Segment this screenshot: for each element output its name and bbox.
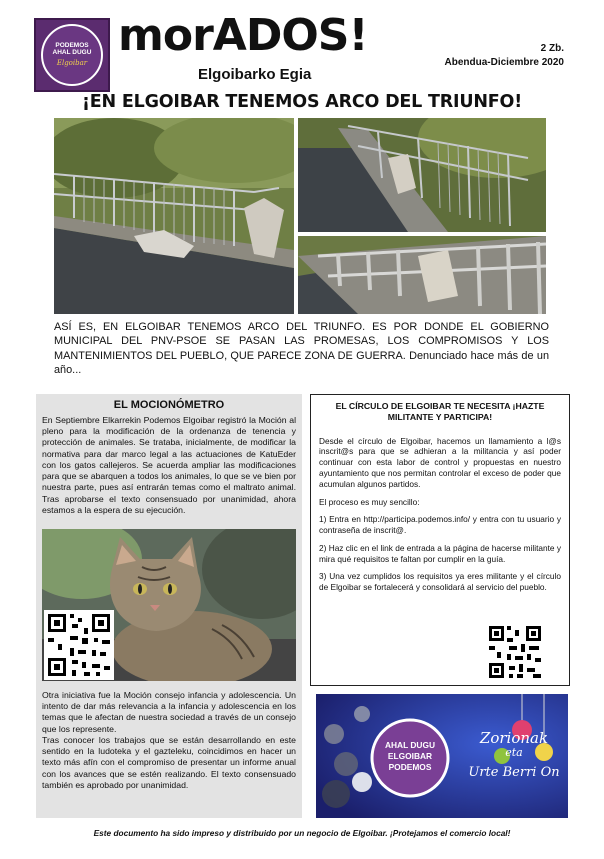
lead-paragraph: ASÍ ES, EN ELGOIBAR TENEMOS ARCO DEL TRIUNFO. ES POR DONDE EL GOBIERNO MUNICIPAL DEL PNV-PSOE SE PASAN LAS PROMESAS, LOS COMPROMISOS Y LOS MANTENIMIENTOS DEL PUEBLO, QUE PARECE ZONA DE GUERRA. Denunciado hace más de un año...: [54, 321, 549, 377]
circulo-step-1: 1) Entra en http://participa.podemos.info/ y entra con tu usuario y contraseña de inscrit@.: [319, 514, 561, 536]
circulo-paragraph-2: El proceso es muy sencillo:: [319, 496, 420, 507]
xmas-greeting-text: [464, 730, 564, 781]
footer-note: Este documento ha sido impreso y distribuido por un negocio de Elgoibar. ¡Protejamos el comercio local!: [93, 828, 511, 838]
logo-line-3: Elgoibar: [56, 58, 88, 67]
mocion-consenso-text: Tras conocer los trabajos que se están desarrollando en este sentido en la ludoteka y el gazteleku, coincidimos en hacer un texto más afín con el compromiso de presentar un informe anual con los avances que se estén realizando. El texto consensuado también es aprobado por unanimidad.: [42, 734, 296, 790]
broken-railing-photo-1: [54, 118, 294, 314]
greet-line-1: Zorionak: [479, 729, 549, 747]
headline: ¡EN ELGOIBAR TENEMOS ARCO DEL TRIUNFO!: [81, 92, 522, 112]
xmas-badge-line-3: PODEMOS: [388, 761, 432, 772]
mocion-paragraph-2: [42, 690, 296, 791]
mocionometro-title: EL MOCIONÓMETRO: [113, 399, 225, 411]
circulo-step-2: 2) Haz clic en el link de entrada a la página de hacerse militante y mira qué requisitos te faltan por cumplir en la guía.: [319, 542, 561, 564]
photo-collage: [54, 118, 546, 314]
issue-date: Abendua-Diciembre 2020: [444, 56, 564, 68]
mocionometro-box: [36, 394, 302, 818]
masthead-subtitle: Elgoibarko Egia: [198, 66, 312, 83]
broken-railing-photo-3: [298, 236, 546, 314]
xmas-badge-line-2: ELGOIBAR: [387, 750, 433, 761]
christmas-greeting: [316, 694, 568, 818]
qr-code-participa[interactable]: [487, 624, 543, 680]
logo-line-1: PODEMOS: [55, 42, 89, 50]
issue-number: 2 Zb.: [540, 43, 564, 54]
qr-code-mocion[interactable]: [44, 610, 114, 680]
masthead-title: morADOS!: [118, 10, 368, 61]
circulo-step-3: 3) Una vez cumplidos los requisitos ya eres militante y el círculo de Elgoibar se fortalecerá y consolidará al servicio del pueblo.: [319, 571, 561, 593]
greet-line-3: Urte Berri On: [468, 764, 560, 780]
xmas-badge-line-1: AHAL DUGU: [384, 740, 436, 750]
logo-line-2: AHAL DUGU: [52, 49, 92, 56]
mocion-paragraph-1: En Septiembre Elkarrekin Podemos Elgoibar registró la Moción al pleno para la modificación de la ordenanza de tenencia y protección de animales. Se trataba, inicialmente, de modificar la normativa para dar marco legal a las actuaciones de KatuEder con los gatos callejeros. Se acuerda ampliar las modificaciones para que se abarquen a todos los animales, lo que se ve bien por nuestra parte, pues así entrarán temas como el maltrato animal. Tras aprobarse el texto consensuado por unanimidad, ahora estamos a la espera de su ejecución.: [42, 415, 296, 515]
xmas-badge: [372, 740, 448, 773]
circulo-paragraph-1: Desde el círculo de Elgoibar, hacemos un llamamiento a l@s inscrit@s para que se adhieran a la militancia y así poder continuar con esta labor de control y propuestas en nuestro ayuntamiento que nos permitan controlar el exceso de poder que acumulan algunos partidos.: [319, 435, 561, 489]
mocion-infancia-text: Otra iniciativa fue la Moción consejo infancia y adolescencia. Un intento de dar más relevancia a la infancia y adolescencia en los temas que le afectan de nuestra sociedad a través de un consejo que los represente.: [42, 690, 296, 734]
issue-info: [445, 42, 565, 69]
broken-railing-photo-2: [298, 118, 546, 232]
circulo-title: EL CÍRCULO DE ELGOIBAR TE NECESITA ¡HAZTE MILITANTE Y PARTICIPA!: [335, 401, 545, 423]
podemos-logo: [34, 18, 110, 92]
greet-line-2: eta: [505, 746, 523, 760]
